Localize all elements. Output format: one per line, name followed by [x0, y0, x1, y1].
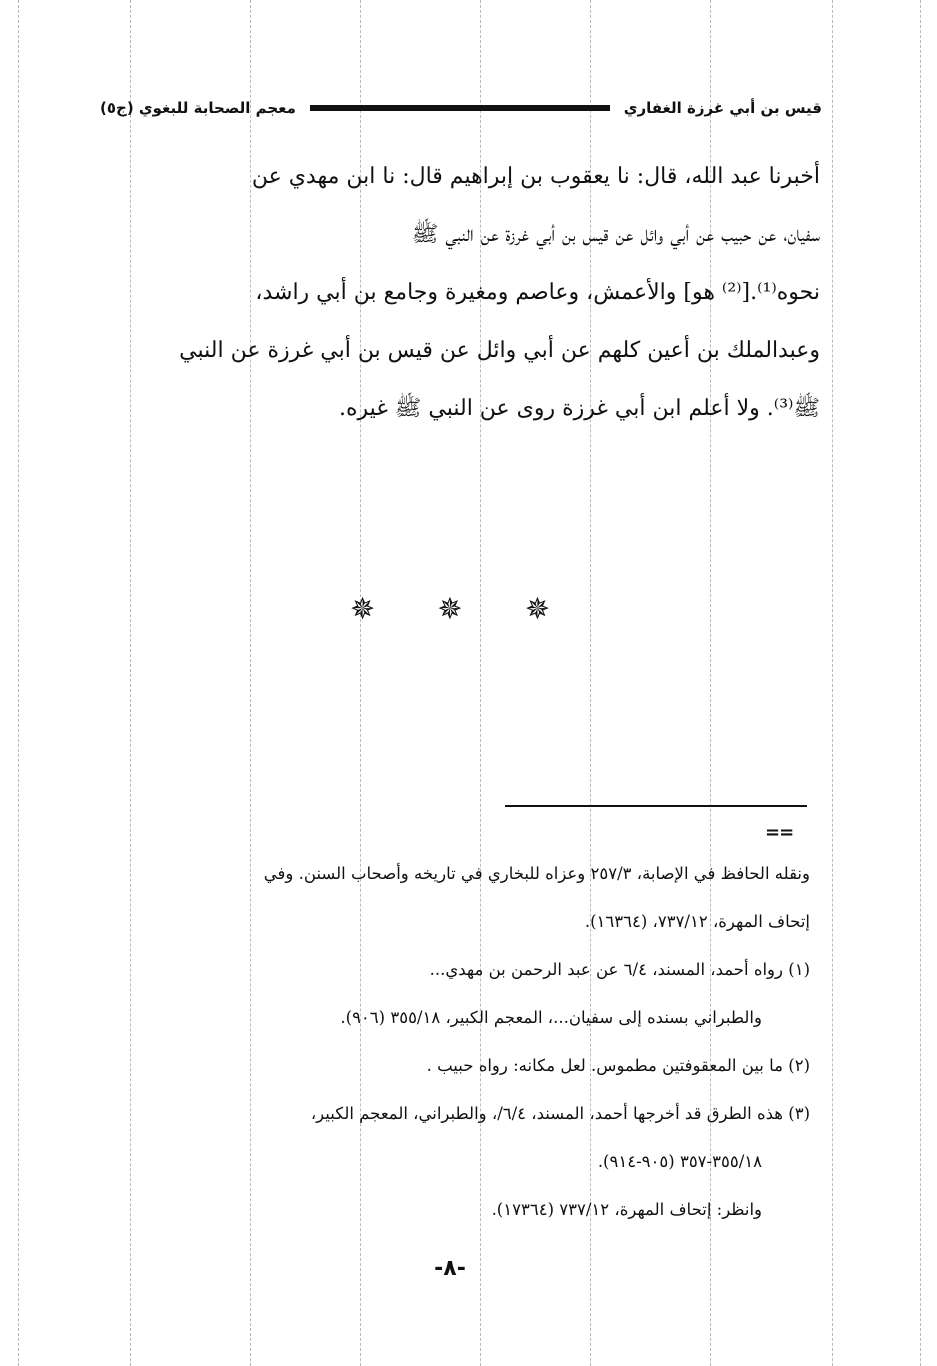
main-text-line: ﷺ⁽³⁾. ولا أعلم ابن أبي غرزة روى عن النبي ﷺ غيره. [339, 396, 820, 421]
footnote-line: (٣) هذه الطرق قد أخرجها أحمد، المسند، ٦/٤/، والطبراني، المعجم الكبير، [310, 1104, 810, 1123]
footnote-divider [505, 805, 807, 807]
footnotes-block [88, 850, 810, 1234]
running-header [100, 93, 822, 123]
footnote-line: والطبراني بسنده إلى سفيان...، المعجم الكبير، ٣٥٥/١٨ (٩٠٦). [340, 1008, 762, 1027]
header-rule [310, 105, 610, 111]
footnote-line: وانظر: إتحاف المهرة، ٧٣٧/١٢ (١٧٣٦٤). [491, 1200, 762, 1219]
main-text-line: نحوه⁽¹⁾.[⁽²⁾ هو] والأعمش، وعاصم ومغيرة وجامع بن أبي راشد، [255, 280, 820, 305]
main-text-line: أخبرنا عبد الله، قال: نا يعقوب بن إبراهيم قال: نا ابن مهدي عن [251, 164, 820, 189]
main-text-block [100, 148, 820, 438]
footnote-line: (٢) ما بين المعقوفتين مطموس. لعل مكانه: رواه حبيب . [426, 1056, 810, 1075]
footnote-line: ونقله الحافظ في الإصابة، ٢٥٧/٣ وعزاه للبخاري في تاريخه وأصحاب السنن. وفي [263, 864, 810, 883]
section-separator [350, 592, 550, 627]
footnote-continuation-mark: == [765, 822, 794, 843]
star-ornament-icon: ✵ [524, 592, 550, 627]
footnote-line: (١) رواه أحمد، المسند، ٦/٤ عن عبد الرحمن بن مهدي... [429, 960, 810, 979]
header-book-title: معجم الصحابة للبغوي (ج٥) [100, 99, 296, 117]
star-ornament-icon: ✵ [350, 592, 376, 627]
main-text-line: وعبدالملك بن أعين كلهم عن أبي وائل عن قيس بن أبي غرزة عن النبي [179, 338, 820, 363]
main-text-line: سفيان، عن حبيب عن أبي وائل عن قيس بن أبي غرزة عن النبي ﷺ [411, 222, 820, 247]
header-section-title: قيس بن أبي غرزة الغفاري [623, 99, 822, 117]
star-ornament-icon: ✵ [437, 592, 463, 627]
footnote-line: ٣٥٥/١٨-٣٥٧ (٩٠٥-٩١٤). [597, 1152, 762, 1171]
page-number: -٨- [434, 1256, 466, 1281]
footnote-line: إتحاف المهرة، ٧٣٧/١٢، (١٦٣٦٤). [584, 912, 810, 931]
